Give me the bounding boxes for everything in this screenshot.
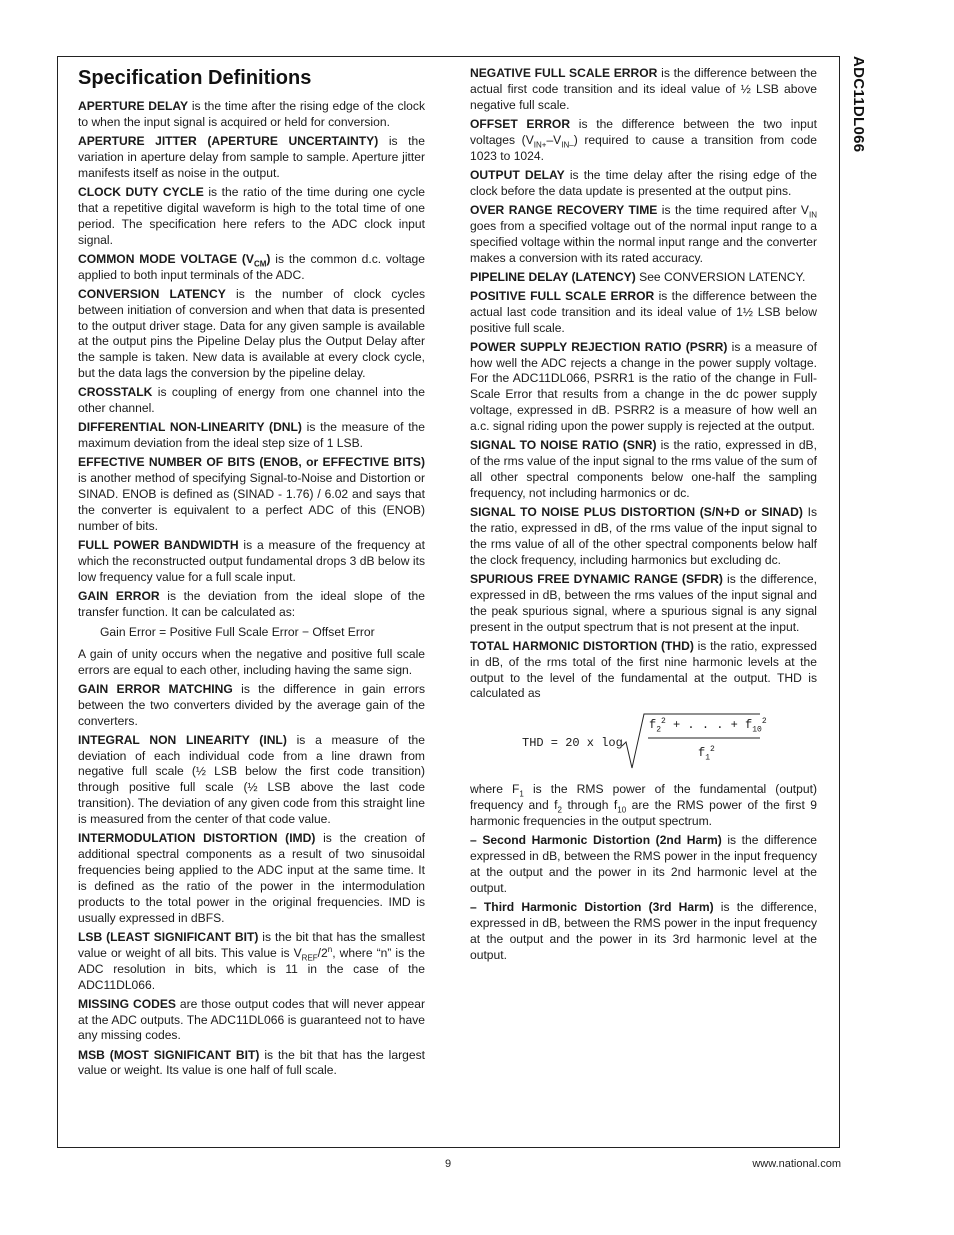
gain-unity-note: A gain of unity occurs when the negative and positive full scale errors are equal to each other, including having the same sign. bbox=[78, 646, 425, 677]
definition-missing-codes: MISSING CODES are those output codes that will never appear at the ADC outputs. The ADC11DL066 is guaranteed not to have any missing codes. bbox=[78, 996, 426, 1043]
definition-full-power-bandwidth: FULL POWER BANDWIDTH is a measure of the frequency at which the reconstructed output fundamental drops 3 dB below its low frequency value for a full scale input. bbox=[78, 538, 425, 584]
thd-formula-denominator: $f_1^2$ bbox=[698, 745, 715, 763]
definition-third-harmonic: – Third Harmonic Distortion (3rd Harm) is the difference, expressed in dB, between the RMS power in the input frequency at the output and the power in its 3rd harmonic level at the output. bbox=[470, 900, 817, 962]
definition-dnl: DIFFERENTIAL NON-LINEARITY (DNL) is the measure of the maximum deviation from the ideal step size of 1 LSB. bbox=[78, 420, 426, 451]
definition-enob: EFFECTIVE NUMBER OF BITS (ENOB, or EFFECTIVE BITS) is another method of specifying Signal-to-Noise and Distortion or SINAD. ENOB is defined as (SINAD - 1.76) / 6.02 and says that the converter is equivalent to a perfect ADC of this (ENOB) number of bits. bbox=[78, 455, 425, 533]
definition-common-mode-voltage: COMMON MODE VOLTAGE $(V_{CM})$ is the common d.c. voltage applied to both input terminals of the ADC. bbox=[78, 251, 425, 282]
gain-error-formula: Gain Error = Positive Full Scale Error − Offset Error bbox=[100, 624, 375, 639]
thd-formula-numerator: $f_2^2$ + . . . + $f_{10}^2$ bbox=[649, 717, 767, 735]
definition-output-delay: OUTPUT DELAY is the time delay after the rising edge of the clock before the data update is presented at the output pins. bbox=[470, 167, 817, 198]
definition-gain-error: GAIN ERROR is the deviation from the ideal slope of the transfer function. It can be calculated as: bbox=[78, 588, 425, 619]
definition-psrr: POWER SUPPLY REJECTION RATIO (PSRR) is a measure of how well the ADC rejects a change in the power supply voltage. For the ADC11DL066, PSRR1 is the ratio of the change in Full-Scale Error that results from a change in the dc power supply voltage, expressed in dB. PSRR2 is a measure of how well an a.c. signal riding upon the power supply is rejected at the output. bbox=[470, 339, 817, 434]
definition-aperture-jitter: APERTURE JITTER (APERTURE UNCERTAINTY) is the variation in aperture delay from sample to sample. Aperture jitter manifests itself as noise in the output. bbox=[78, 134, 425, 180]
thd-formula-lhs: THD = 20 x log bbox=[522, 736, 623, 751]
thd-formula bbox=[470, 712, 817, 774]
definition-offset-error: OFFSET ERROR is the difference between the two input voltages $(V_{IN+}-V_{IN-})$ required to cause a transition from code 1023 to 1024. bbox=[470, 116, 817, 163]
definition-clock-duty-cycle: CLOCK DUTY CYCLE is the ratio of the time during one cycle that a repetitive digital waveform is high to the total time of one period. The specification here refers to the ADC clock input signal. bbox=[78, 184, 425, 247]
definition-thd: TOTAL HARMONIC DISTORTION (THD) is the ratio, expressed in dB, of the rms total of the first nine harmonic levels at the output to the level of the fundamental at the output. THD is calculated as bbox=[470, 638, 818, 701]
definition-inl: INTEGRAL NON LINEARITY (INL) is a measure of the deviation of each individual code from a line drawn from negative full scale (½ LSB below the first code transition) through positive full scale (½ LSB above the last code transition). The deviation of any given code from this straight line is measured from the center of that code value. bbox=[78, 732, 425, 827]
page-number: 9 bbox=[445, 1158, 452, 1170]
definition-lsb: LSB (LEAST SIGNIFICANT BIT) is the bit that has the smallest value or weight of all bits. This value is $V_{REF}/2^n$, where “n” is the ADC resolution in bits, which is 11 in the case of the ADC11DL066. bbox=[78, 929, 425, 992]
page-title: Specification Definitions bbox=[78, 67, 312, 89]
footer-website-link[interactable]: www.national.com bbox=[752, 1158, 841, 1170]
right-column bbox=[470, 66, 817, 967]
thd-where-note: where $F_1$ is the RMS power of the fundamental (output) frequency and $f_2$ through $f_{10}$ are the RMS power of the first 9 harmonic frequencies in the output spectrum. bbox=[470, 782, 817, 829]
definition-snr: SIGNAL TO NOISE RATIO (SNR) is the ratio, expressed in dB, of the rms value of the input signal to the rms value of the sum of all other spectral components below one-half the sampling frequency, not including harmonics or dc. bbox=[470, 438, 817, 500]
part-number-side-title: ADC11DL066 bbox=[850, 56, 867, 153]
definition-second-harmonic: – Second Harmonic Distortion (2nd Harm) is the difference expressed in dB, between the RMS power in the input frequency at the output and the power in its 2nd harmonic level at the output. bbox=[470, 833, 817, 895]
definition-gain-error-matching: GAIN ERROR MATCHING is the difference in gain errors between the two converters divided by the average gain of the converters. bbox=[78, 681, 425, 728]
definition-aperture-delay: APERTURE DELAY is the time after the rising edge of the clock to when the input signal is acquired or held for conversion. bbox=[78, 99, 425, 129]
definition-positive-full-scale-error: POSITIVE FULL SCALE ERROR is the difference between the actual last code transition and its ideal value of 1½ LSB below positive full scale. bbox=[470, 288, 818, 335]
definition-pipeline-delay: PIPELINE DELAY (LATENCY) See CONVERSION LATENCY. bbox=[470, 269, 806, 284]
definition-imd: INTERMODULATION DISTORTION (IMD) is the creation of additional spectral components as a result of two sinusoidal frequencies being applied to the ADC input at the same time. It is defined as the ratio of the power in the intermodulation products to the total power in the original frequencies. IMD is usually expressed in dBFS. bbox=[78, 831, 425, 925]
definition-msb: MSB (MOST SIGNIFICANT BIT) is the bit that has the largest value or weight. Its value is one half of full scale. bbox=[78, 1047, 425, 1078]
definition-over-range-recovery-time: OVER RANGE RECOVERY TIME is the time required after $V_{IN}$ goes from a specified voltage out of the normal input range to a specified voltage within the normal input range and the converter makes a conversion with its rated accuracy. bbox=[470, 202, 817, 265]
left-column bbox=[78, 66, 425, 1083]
definition-crosstalk: CROSSTALK is coupling of energy from one channel into the other channel. bbox=[78, 385, 425, 416]
definition-negative-full-scale-error: NEGATIVE FULL SCALE ERROR is the difference between the actual first code transition and its ideal value of ½ LSB above negative full scale. bbox=[470, 66, 817, 112]
definition-sfdr: SPURIOUS FREE DYNAMIC RANGE (SFDR) is the difference, expressed in dB, between the rms values of the input signal and the peak spurious signal, where a spurious signal is any signal present in the output spectrum that is not present at the input. bbox=[470, 571, 817, 634]
definition-conversion-latency: CONVERSION LATENCY is the number of clock cycles between initiation of conversion and when that data is presented to the output driver stage. Data for any given sample is available at the output pins the Pipeline Delay plus the Output Delay after the sample is taken. New data is available at every clock cycle, but the data lags the conversion by the pipeline delay. bbox=[78, 286, 425, 381]
definition-sinad: SIGNAL TO NOISE PLUS DISTORTION (S/N+D or SINAD) Is the ratio, expressed in dB, of the rms value of the input signal to the rms value of all of the other spectral components below half the clock frequency, including harmonics but excluding dc. bbox=[470, 505, 817, 567]
